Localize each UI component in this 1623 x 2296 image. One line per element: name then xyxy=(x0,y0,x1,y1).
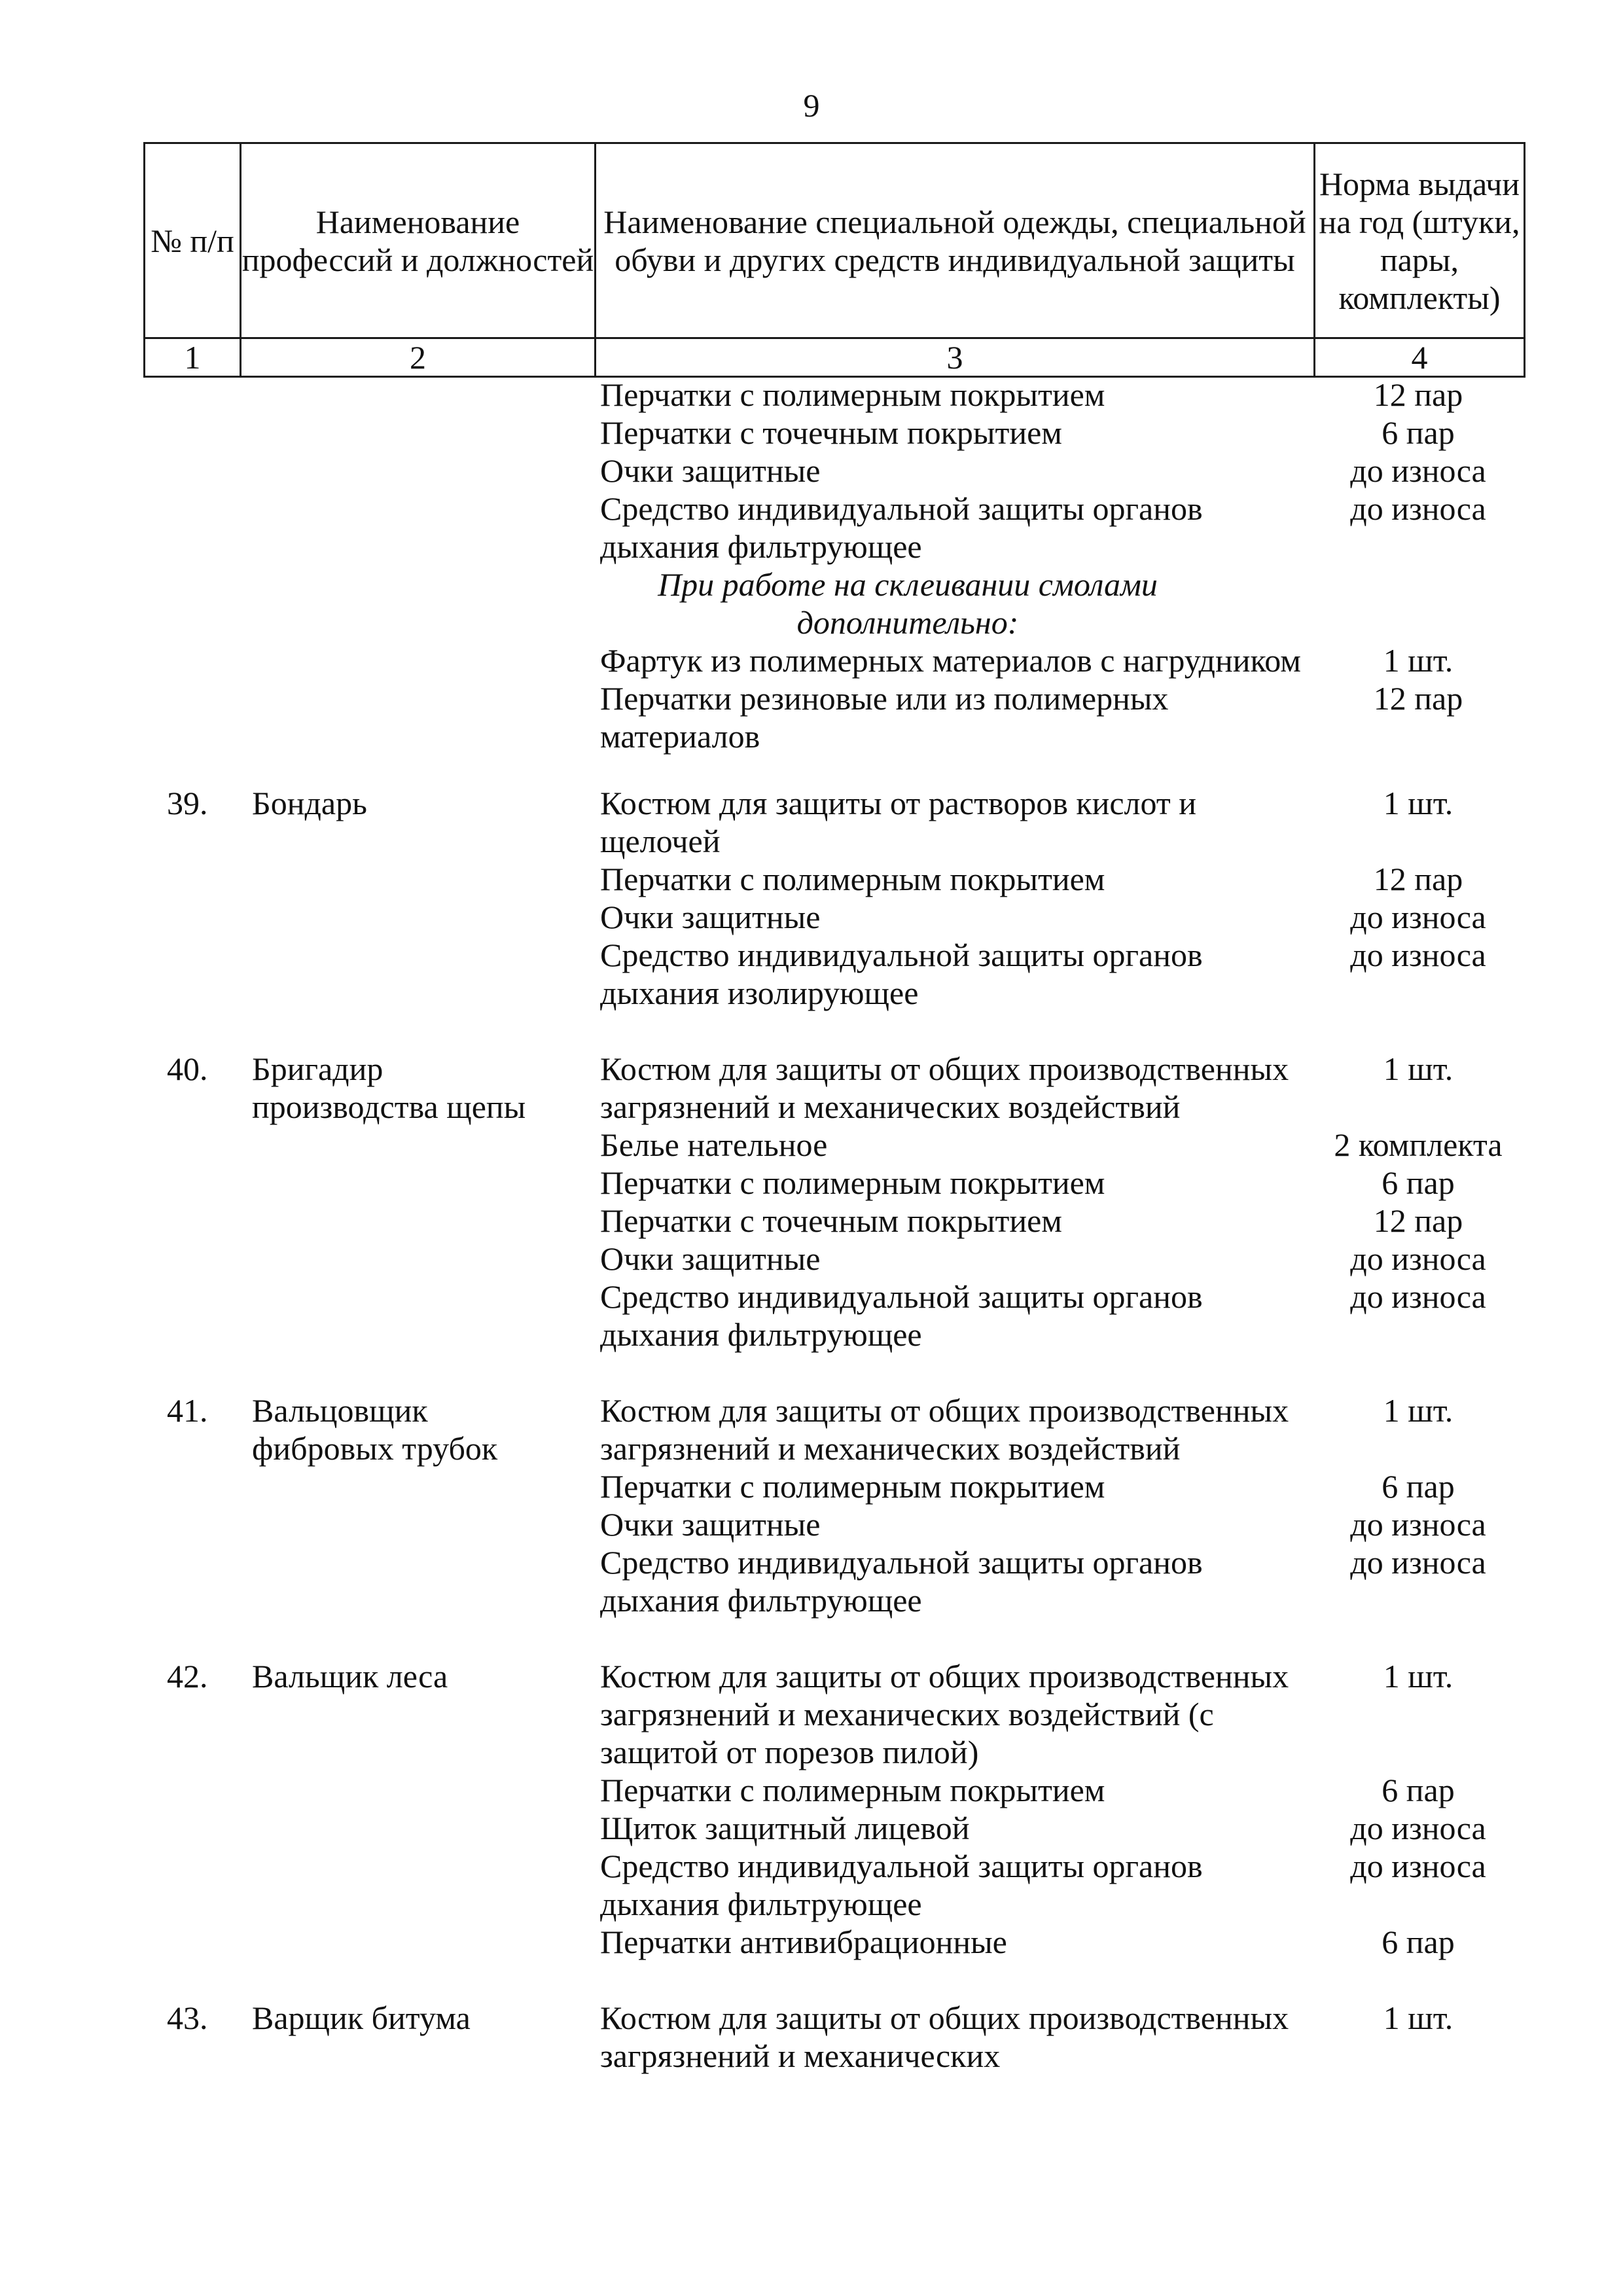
item-norm: 6 пар xyxy=(1382,1772,1455,1808)
item-name: Перчатки с полимерным покрытием xyxy=(600,1468,1105,1505)
equipment-item xyxy=(0,1505,1623,1543)
item-norm: 6 пар xyxy=(1382,1468,1455,1505)
equipment-item xyxy=(0,1543,1623,1619)
item-name: Очки защитные xyxy=(600,899,821,935)
equipment-item xyxy=(0,860,1623,898)
table-row xyxy=(0,1999,1623,2075)
equipment-item xyxy=(0,414,1623,452)
column-number-1: 1 xyxy=(145,338,241,377)
item-name: Средство индивидуальной защиты органов дыхания фильтрующее xyxy=(600,1544,1203,1619)
profession-name: Вальцовщик фибровых трубок xyxy=(252,1392,498,1467)
profession-name: Бондарь xyxy=(252,785,367,821)
column-number-row xyxy=(145,338,1525,377)
equipment-item xyxy=(0,936,1623,1012)
table-row xyxy=(0,784,1623,1012)
column-number-2: 2 xyxy=(241,338,596,377)
column-number-3: 3 xyxy=(596,338,1315,377)
item-norm: 1 шт. xyxy=(1383,1392,1454,1429)
item-name: Перчатки антивибрационные xyxy=(600,1924,1007,1960)
table-body xyxy=(0,376,1623,2113)
item-name: Средство индивидуальной защиты органов дыхания изолирующее xyxy=(600,937,1203,1011)
equipment-item xyxy=(0,1467,1623,1505)
header-row xyxy=(145,143,1525,338)
table-header xyxy=(143,142,1525,378)
item-norm: 1 шт. xyxy=(1383,1050,1454,1087)
item-norm: до износа xyxy=(1350,1544,1486,1581)
item-norm: до износа xyxy=(1350,1848,1486,1884)
header-equipment-col: Наименование специальной одежды, специальной обуви и других средств индивидуальной защиты xyxy=(596,143,1315,338)
item-name: Перчатки резиновые или из полимерных материалов xyxy=(600,680,1169,755)
equipment-item xyxy=(0,1771,1623,1809)
item-name: Средство индивидуальной защиты органов дыхания фильтрующее xyxy=(600,1278,1203,1353)
equipment-item xyxy=(0,1278,1623,1354)
item-name: Костюм для защиты от растворов кислот и щелочей xyxy=(600,785,1196,859)
page-number: 9 xyxy=(803,87,820,124)
item-note: При работе на склеивании смолами дополнительно: xyxy=(658,566,1158,641)
header-number-col: № п/п xyxy=(145,143,241,338)
equipment-item xyxy=(0,1240,1623,1278)
item-name: Костюм для защиты от общих производственных загрязнений и механических воздействий xyxy=(600,1392,1289,1467)
table-row xyxy=(0,1050,1623,1354)
item-name: Щиток защитный лицевой xyxy=(600,1810,970,1846)
item-norm: до износа xyxy=(1350,490,1486,527)
profession-name: Вальщик леса xyxy=(252,1658,448,1695)
item-name: Очки защитные xyxy=(600,1506,821,1543)
row-number: 40. xyxy=(167,1050,208,1087)
item-norm: 12 пар xyxy=(1373,376,1463,413)
item-norm: 6 пар xyxy=(1382,414,1455,451)
item-name: Перчатки с полимерным покрытием xyxy=(600,861,1105,897)
equipment-item xyxy=(0,679,1623,755)
item-norm: 12 пар xyxy=(1373,680,1463,717)
item-norm: до износа xyxy=(1350,937,1486,973)
item-name: Средство индивидуальной защиты органов дыхания фильтрующее xyxy=(600,490,1203,565)
profession-name: Бригадир производства щепы xyxy=(252,1050,526,1125)
item-norm: до износа xyxy=(1350,899,1486,935)
equipment-item xyxy=(0,490,1623,565)
equipment-item xyxy=(0,641,1623,679)
profession-name: Варщик битума xyxy=(252,2000,471,2036)
table-row xyxy=(0,1657,1623,1961)
item-name: Перчатки с полимерным покрытием xyxy=(600,376,1105,413)
equipment-item xyxy=(0,1202,1623,1240)
equipment-item xyxy=(0,565,1623,641)
equipment-item xyxy=(0,898,1623,936)
item-name: Белье нательное xyxy=(600,1126,828,1163)
item-norm: до износа xyxy=(1350,1240,1486,1277)
item-name: Перчатки с точечным покрытием xyxy=(600,414,1062,451)
equipment-item xyxy=(0,376,1623,414)
item-name: Средство индивидуальной защиты органов дыхания фильтрующее xyxy=(600,1848,1203,1922)
item-norm: 2 комплекта xyxy=(1334,1126,1503,1163)
row-number: 43. xyxy=(167,2000,208,2036)
equipment-item xyxy=(0,1126,1623,1164)
table-row xyxy=(0,1391,1623,1619)
item-norm: 12 пар xyxy=(1373,1202,1463,1239)
item-norm: 1 шт. xyxy=(1383,642,1454,679)
item-norm: до износа xyxy=(1350,452,1486,489)
item-name: Костюм для защиты от общих производственных загрязнений и механических xyxy=(600,2000,1289,2074)
header-norm-col: Норма выдачи на год (штуки, пары, комплекты) xyxy=(1315,143,1525,338)
header-profession-col: Наименование профессий и должностей xyxy=(241,143,596,338)
item-name: Костюм для защиты от общих производственных загрязнений и механических воздействий (с защитой от порезов пилой) xyxy=(600,1658,1289,1770)
item-name: Костюм для защиты от общих производственных загрязнений и механических воздействий xyxy=(600,1050,1289,1125)
equipment-item xyxy=(0,452,1623,490)
equipment-item xyxy=(0,1809,1623,1847)
item-name: Перчатки с точечным покрытием xyxy=(600,1202,1062,1239)
item-norm: 6 пар xyxy=(1382,1164,1455,1201)
item-name: Перчатки с полимерным покрытием xyxy=(600,1772,1105,1808)
item-name: Перчатки с полимерным покрытием xyxy=(600,1164,1105,1201)
item-norm: 6 пар xyxy=(1382,1924,1455,1960)
item-norm: 1 шт. xyxy=(1383,785,1454,821)
item-name: Очки защитные xyxy=(600,452,821,489)
row-number: 42. xyxy=(167,1658,208,1695)
item-norm xyxy=(1215,565,1412,641)
equipment-item xyxy=(0,1847,1623,1923)
item-norm: 1 шт. xyxy=(1383,2000,1454,2036)
item-norm: до износа xyxy=(1350,1810,1486,1846)
equipment-item xyxy=(0,1923,1623,1961)
row-number: 41. xyxy=(167,1392,208,1429)
table-row xyxy=(0,376,1623,755)
item-norm: 1 шт. xyxy=(1383,1658,1454,1695)
column-number-4: 4 xyxy=(1315,338,1525,377)
item-name: Очки защитные xyxy=(600,1240,821,1277)
item-norm: до износа xyxy=(1350,1506,1486,1543)
item-name: Фартук из полимерных материалов с нагрудником xyxy=(600,642,1301,679)
item-norm: 12 пар xyxy=(1373,861,1463,897)
item-norm: до износа xyxy=(1350,1278,1486,1315)
equipment-item xyxy=(0,1164,1623,1202)
row-number: 39. xyxy=(167,785,208,821)
